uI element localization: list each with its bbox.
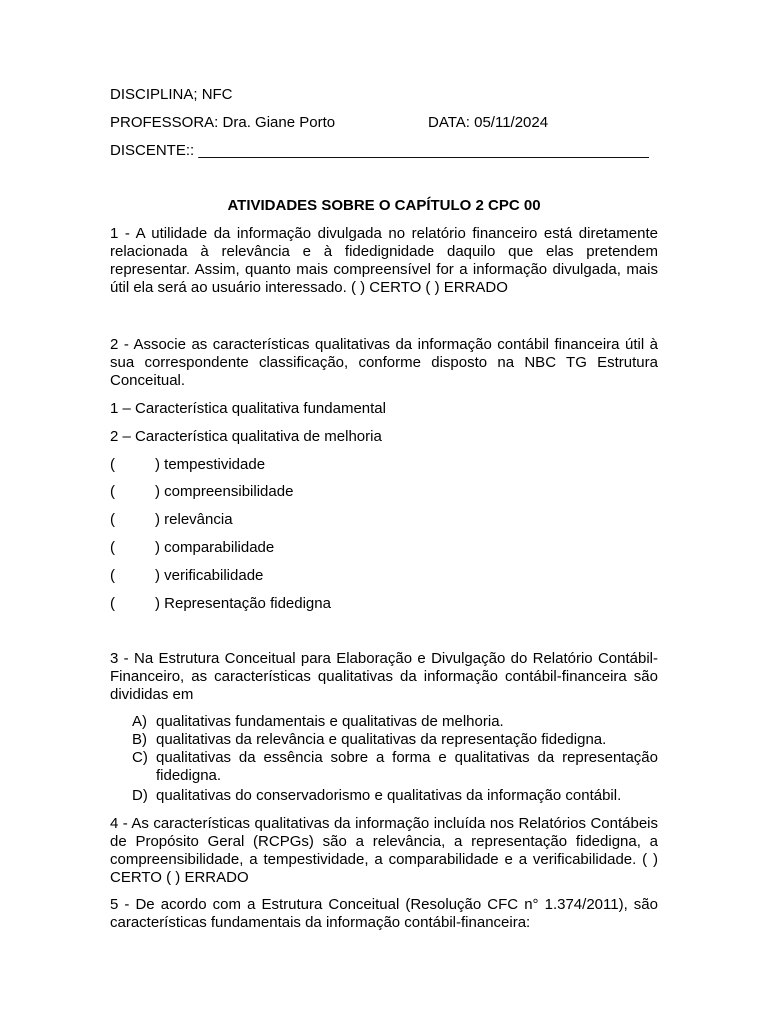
association-item [110,483,658,501]
category-improvement: 2 – Característica qualitativa de melhoria [110,428,382,445]
alternative-letter: C) [132,749,148,766]
association-open-paren: ( [110,567,115,584]
association-item-label: ) tempestividade [155,456,266,473]
alternative-d [110,787,658,805]
association-open-paren: ( [110,456,115,473]
page-title: ATIVIDADES SOBRE O CAPÍTULO 2 CPC 00 [227,197,541,214]
question-2: 2 - Associe as características qualitativas da informação contábil financeira útil à sua correspondente classificação, conforme disposto na NBC TG Estrutura Conceitual. [110,336,658,389]
date-line: DATA: 05/11/2024 [428,114,549,131]
alternative-letter: D) [132,787,148,804]
discipline-line: DISCIPLINA; NFC [110,86,233,103]
document-page [110,0,658,1024]
association-item-label: ) comparabilidade [155,539,275,556]
association-item [110,595,658,613]
association-open-paren: ( [110,539,115,556]
association-open-paren: ( [110,483,115,500]
alternative-text: qualitativas da relevância e qualitativas da representação fidedigna. [156,731,607,748]
association-item-label: ) verificabilidade [155,567,264,584]
alternative-text: qualitativas da essência sobre a forma e qualitativas da representação fidedigna. [156,749,658,784]
alternative-text: qualitativas do conservadorismo e qualitativas da informação contábil. [156,787,622,804]
alternative-letter: B) [132,731,147,748]
student-line: DISCENTE:: ______________________________________________________ [110,142,649,159]
association-open-paren: ( [110,595,115,612]
association-item [110,511,658,529]
professor-line: PROFESSORA: Dra. Giane Porto [110,114,336,131]
question-5: 5 - De acordo com a Estrutura Conceitual (Resolução CFC n° 1.374/2011), são características fundamentais da informação contábil-financeira: [110,896,658,931]
alternative-letter: A) [132,713,147,730]
alternative-b [110,731,658,749]
question-4: 4 - As características qualitativas da informação incluída nos Relatórios Contábeis de Propósito Geral (RCPGs) são a relevância, a representação fidedigna, a compreensibilidade, a tempestividade, a comparabilidade e a verificabilidade. ( ) CERTO ( ) ERRADO [110,815,658,886]
association-open-paren: ( [110,511,115,528]
alternative-c [110,749,658,785]
alternative-a [110,713,658,731]
association-item [110,456,658,474]
association-item-label: ) relevância [155,511,233,528]
association-item [110,567,658,585]
alternative-text: qualitativas fundamentais e qualitativas de melhoria. [156,713,504,730]
association-item-label: ) Representação fidedigna [155,595,331,612]
question-3: 3 - Na Estrutura Conceitual para Elaboração e Divulgação do Relatório Contábil-Financeiro, as características qualitativas da informação contábil-financeira são divididas em [110,650,658,703]
question-1: 1 - A utilidade da informação divulgada no relatório financeiro está diretamente relacionada à relevância e à fidedignidade daquilo que elas pretendem representar. Assim, quanto mais compreensível for a informação divulgada, mais útil ela será ao usuário interessado. ( ) CERTO ( ) ERRADO [110,225,658,296]
association-item-label: ) compreensibilidade [155,483,294,500]
association-item [110,539,658,557]
category-fundamental: 1 – Característica qualitativa fundamental [110,400,386,417]
